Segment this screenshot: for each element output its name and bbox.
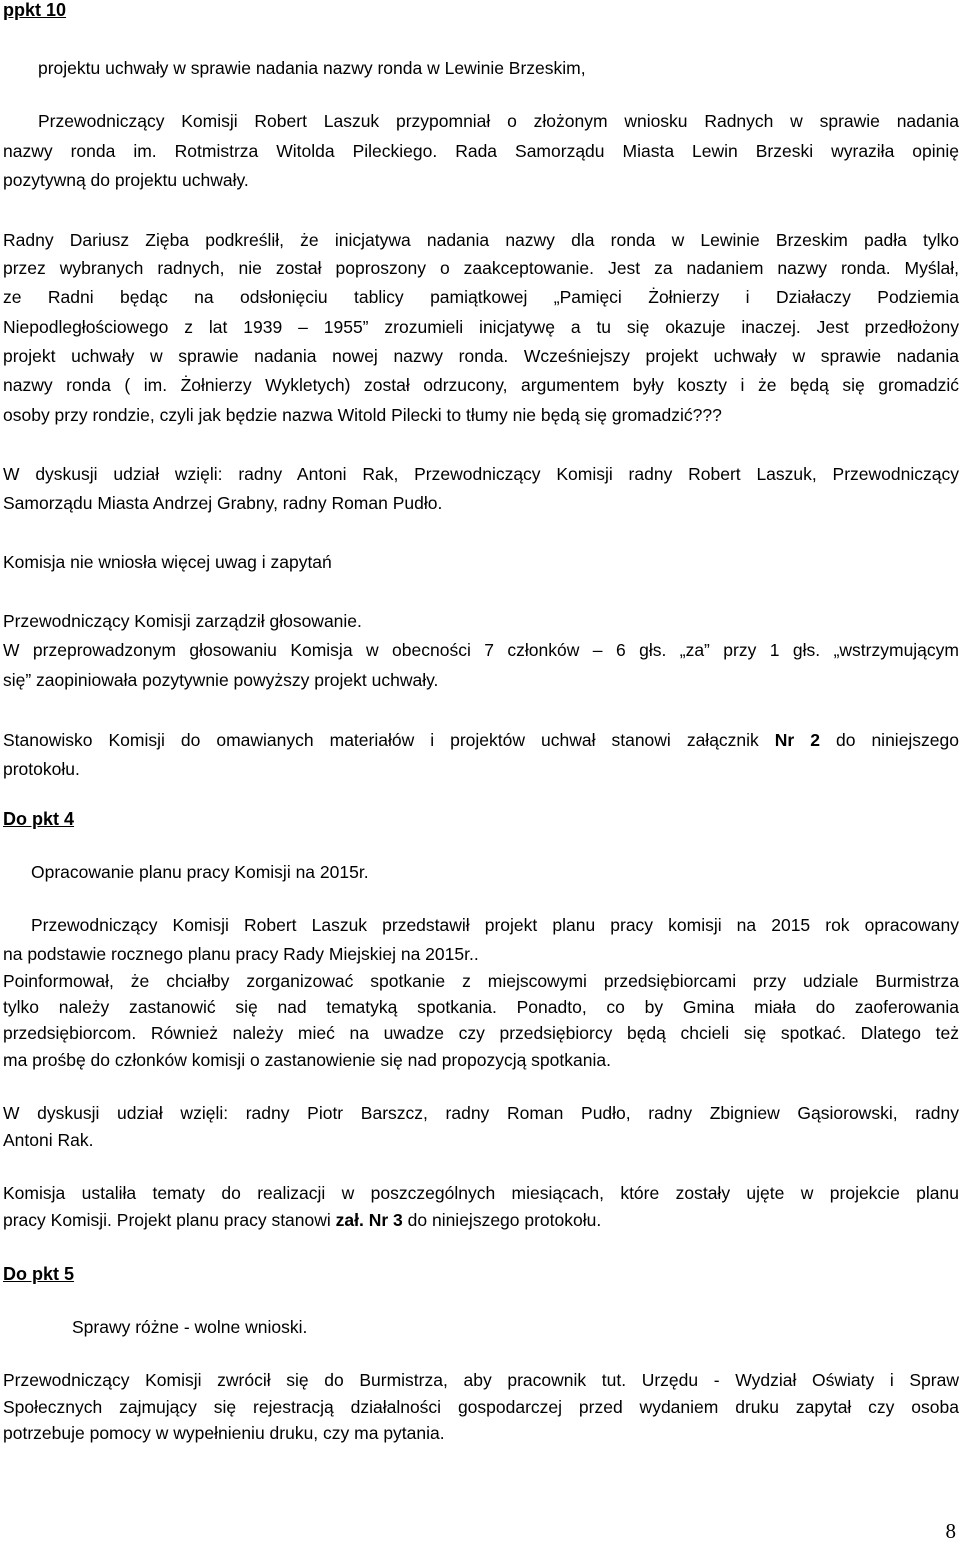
paragraph-line: się” zaopiniowała pozytywnie powyższy projekt uchwały. [3,670,439,690]
paragraph-line: nazwy ronda im. Rotmistrza Witolda Pileckiego. Rada Samorządu Miasta Lewin Brzeski wyraziła opinię [3,141,959,161]
section-heading-pkt5: Do pkt 5 [3,1264,75,1284]
paragraph-line: ma prośbę do członków komisji o zastanowienie się nad propozycją spotkania. [3,1050,611,1070]
section-heading-ppkt10: ppkt 10 [3,0,67,20]
paragraph-line: pozytywną do projektu uchwały. [3,170,249,190]
section-heading-pkt4: Do pkt 4 [3,809,75,829]
paragraph-line: tylko należy zastanowić się nad tematyką spotkania. Ponadto, co by Gmina miała do zaoferowania [3,997,959,1017]
paragraph-line: Stanowisko Komisji do omawianych materiałów i projektów uchwał stanowi załącznik Nr 2 do niniejszego [3,730,960,750]
paragraph-line: Poinformował, że chciałby zorganizować spotkanie z miejscowymi przedsiębiorcami przy udziale Burmistrza [3,971,959,991]
paragraph-line: W dyskusji udział wzięli: radny Antoni Rak, Przewodniczący Komisji radny Robert Laszuk, Przewodniczący [3,464,959,484]
page-number: 8 [945,1519,956,1543]
paragraph-line: Przewodniczący Komisji zarządził głosowanie. [3,611,362,631]
paragraph-line: Radny Dariusz Zięba podkreślił, że inicjatywa nadania nazwy dla ronda w Lewinie Brzeskim padła tylko [3,230,959,250]
agenda-item-title: Opracowanie planu pracy Komisji na 2015r. [31,862,369,882]
paragraph-line: protokołu. [3,759,80,779]
agenda-item-title: Sprawy różne - wolne wnioski. [72,1317,308,1337]
paragraph-line: Przewodniczący Komisji Robert Laszuk przedstawił projekt planu pracy komisji na 2015 rok opracowany [31,915,959,935]
paragraph-line: pracy Komisji. Projekt planu pracy stanowi zał. Nr 3 do niniejszego protokołu. [3,1210,602,1230]
paragraph-line: przedsiębiorcom. Również należy mieć na uwadze czy przedsiębiorcy będą chcieli się spotkać. Dlatego też [3,1023,959,1043]
paragraph-line: W przeprowadzonym głosowaniu Komisja w obecności 7 członków – 6 głs. „za” przy 1 głs. „wstrzymującym [3,640,959,660]
paragraph-line: potrzebuje pomocy w wypełnieniu druku, czy ma pytania. [3,1423,445,1443]
paragraph-line: przez wybranych radnych, nie został poproszony o zaakceptowanie. Jest za nadaniem nazwy ronda. Myślał, [3,258,959,278]
paragraph-line: nazwy ronda ( im. Żołnierzy Wykletych) został odrzucony, argumentem były koszty i że będą się gromadzić [3,375,959,395]
paragraph-line: Społecznych zajmujący się rejestracją działalności gospodarczej przed wydaniem druku zapytał czy osoba [3,1397,959,1417]
paragraph-line: na podstawie rocznego planu pracy Rady Miejskiej na 2015r.. [3,944,479,964]
paragraph-line: Komisja nie wniosła więcej uwag i zapytań [3,552,332,572]
paragraph-line: projekt uchwały w sprawie nadania nowej nazwy ronda. Wcześniejszy projekt uchwały w sprawie nadania [3,346,959,366]
paragraph-line: osoby przy rondzie, czyli jak będzie nazwa Witold Pilecki to tłumy nie będą się gromadzić??? [3,405,722,425]
paragraph-line: Niepodległościowego z lat 1939 – 1955” zrozumieli inicjatywę a tu się okazuje inaczej. Jest przedłożony [3,317,959,337]
paragraph-line: Antoni Rak. [3,1130,94,1150]
paragraph-line: Przewodniczący Komisji zwrócił się do Burmistrza, aby pracownik tut. Urzędu - Wydział Oświaty i Spraw [3,1370,959,1390]
paragraph-line: Przewodniczący Komisji Robert Laszuk przypomniał o złożonym wniosku Radnych w sprawie nadania [38,111,959,131]
paragraph-line: ze Radni będąc na odsłonięciu tablicy pamiątkowej „Pamięci Żołnierzy i Działaczy Podziemia [3,287,959,307]
paragraph-line: W dyskusji udział wzięli: radny Piotr Barszcz, radny Roman Pudło, radny Zbigniew Gąsiorowski, radny [3,1103,959,1123]
paragraph-line: Komisja ustaliła tematy do realizacji w poszczególnych miesiącach, które zostały ujęte w projekcie planu [3,1183,959,1203]
paragraph-line: projektu uchwały w sprawie nadania nazwy ronda w Lewinie Brzeskim, [38,58,586,78]
paragraph-line: Samorządu Miasta Andrzej Grabny, radny Roman Pudło. [3,493,443,513]
